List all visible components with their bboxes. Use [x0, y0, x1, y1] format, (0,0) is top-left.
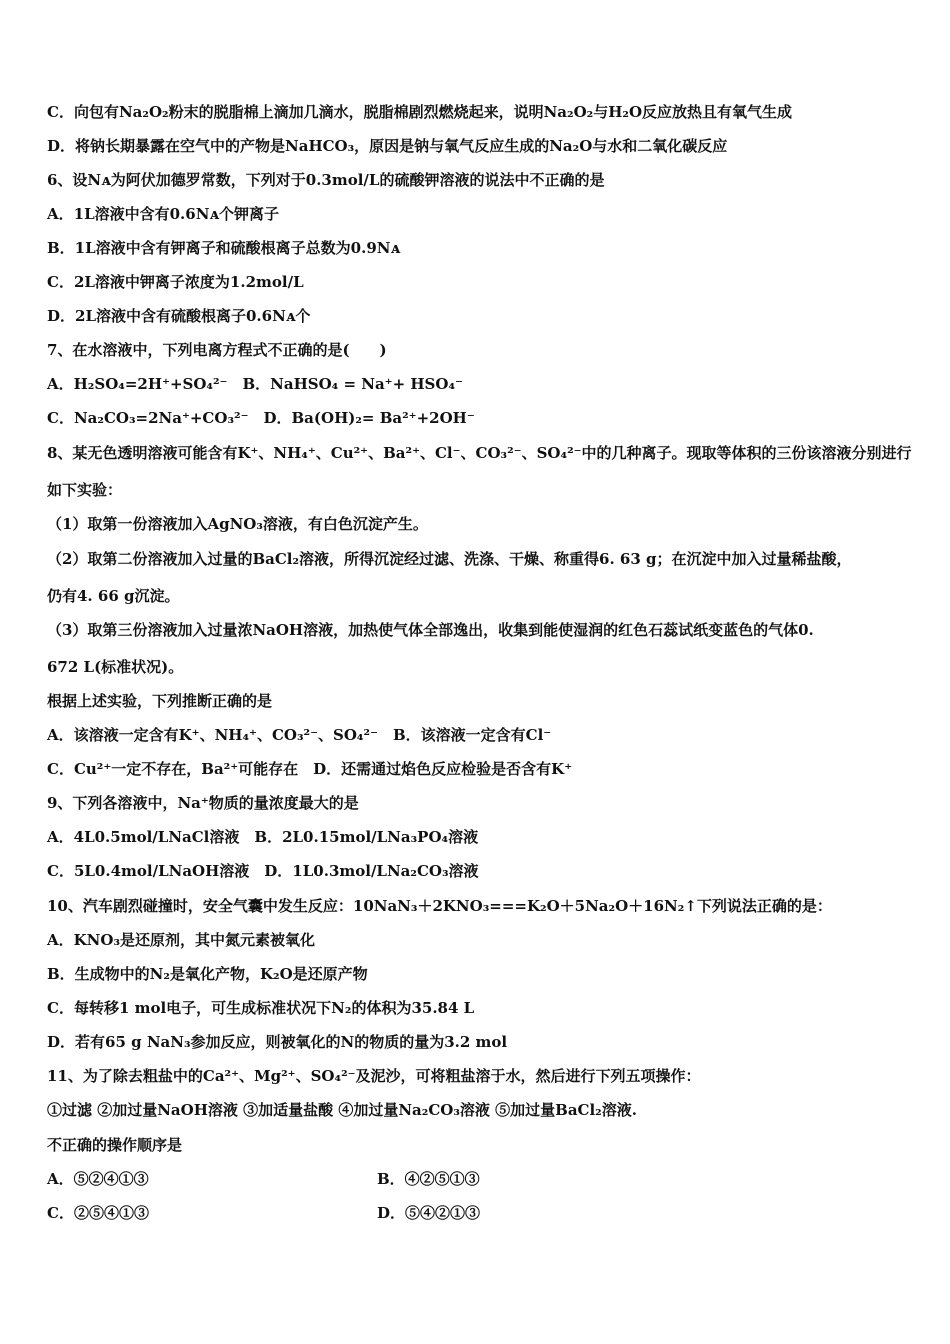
q11-option-d: D．⑤④②①③ — [377, 1204, 481, 1222]
q8-stem: 8、某无色透明溶液可能含有K⁺、NH₄⁺、Cu²⁺、Ba²⁺、Cl⁻、CO₃²⁻、SO₄²⁻中的几种离子。现取等体积的三份该溶液分别进行 — [47, 444, 912, 462]
q10-option-b: B．生成物中的N₂是氧化产物，K₂O是还原产物 — [47, 965, 368, 983]
q11-option-c: C．②⑤④①③ — [47, 1204, 149, 1222]
q5-option-d: D．将钠长期暴露在空气中的产物是NaHCO₃，原因是钠与氧气反应生成的Na₂O与水和二氧化碳反应 — [47, 137, 728, 155]
q6-option-c: C．2L溶液中钾离子浓度为1.2mol/L — [47, 273, 304, 291]
q8-exp-3: （3）取第三份溶液加入过量浓NaOH溶液，加热使气体全部逸出，收集到能使湿润的红色石蕊试纸变蓝色的气体0. — [47, 621, 814, 639]
q8-options-ab: A．该溶液一定含有K⁺、NH₄⁺、CO₃²⁻、SO₄²⁻ B．该溶液一定含有Cl⁻ — [47, 726, 552, 744]
q6-option-d: D．2L溶液中含有硫酸根离子0.6Nᴀ个 — [47, 307, 311, 325]
q8-stem-cont: 如下实验： — [47, 481, 123, 499]
q10-option-a: A．KNO₃是还原剂，其中氮元素被氧化 — [47, 931, 316, 949]
q7-options-cd: C．Na₂CO₃=2Na⁺+CO₃²⁻ D．Ba(OH)₂= Ba²⁺+2OH⁻ — [47, 409, 475, 427]
q11-stem: 11、为了除去粗盐中的Ca²⁺、Mg²⁺、SO₄²⁻及泥沙，可将粗盐溶于水，然后进行下列五项操作： — [47, 1067, 701, 1085]
q11-option-b: B．④②⑤①③ — [377, 1170, 480, 1188]
q7-options-ab: A．H₂SO₄=2H⁺+SO₄²⁻ B．NaHSO₄ = Na⁺+ HSO₄⁻ — [47, 375, 463, 393]
q9-options-cd: C．5L0.4mol/LNaOH溶液 D．1L0.3mol/LNa₂CO₃溶液 — [47, 862, 479, 880]
q9-options-ab: A．4L0.5mol/LNaCl溶液 B．2L0.15mol/LNa₃PO₄溶液 — [47, 828, 479, 846]
q6-option-a: A．1L溶液中含有0.6Nᴀ个钾离子 — [47, 205, 280, 223]
q6-option-b: B．1L溶液中含有钾离子和硫酸根离子总数为0.9Nᴀ — [47, 239, 401, 257]
q6-stem: 6、设Nᴀ为阿伏加德罗常数，下列对于0.3mol/L的硫酸钾溶液的说法中不正确的是 — [47, 171, 605, 189]
q10-option-d: D．若有65 g NaN₃参加反应，则被氧化的N的物质的量为3.2 mol — [47, 1033, 508, 1051]
q7-stem: 7、在水溶液中，下列电离方程式不正确的是( ) — [47, 341, 387, 359]
q11-prompt: 不正确的操作顺序是 — [47, 1136, 183, 1154]
q8-prompt: 根据上述实验，下列推断正确的是 — [47, 692, 273, 710]
q8-exp-2-cont: 仍有4. 66 g沉淀。 — [47, 587, 180, 605]
q10-stem: 10、汽车剧烈碰撞时，安全气囊中发生反应：10NaN₃＋2KNO₃===K₂O＋5Na₂O＋16N₂↑下列说法正确的是： — [47, 897, 832, 915]
q8-exp-1: （1）取第一份溶液加入AgNO₃溶液，有白色沉淀产生。 — [47, 515, 428, 533]
q11-operations: ①过滤 ②加过量NaOH溶液 ③加适量盐酸 ④加过量Na₂CO₃溶液 ⑤加过量BaCl₂溶液. — [47, 1101, 637, 1119]
q9-stem: 9、下列各溶液中，Na⁺物质的量浓度最大的是 — [47, 794, 359, 812]
q8-exp-2: （2）取第二份溶液加入过量的BaCl₂溶液，所得沉淀经过滤、洗涤、干燥、称重得6. 63 g；在沉淀中加入过量稀盐酸， — [47, 550, 852, 568]
q10-option-c: C．每转移1 mol电子，可生成标准状况下N₂的体积为35.84 L — [47, 999, 475, 1017]
q11-option-a: A．⑤②④①③ — [47, 1170, 149, 1188]
q8-options-cd: C．Cu²⁺一定不存在，Ba²⁺可能存在 D．还需通过焰色反应检验是否含有K⁺ — [47, 760, 573, 778]
q8-exp-3-cont: 672 L(标准状况)。 — [47, 658, 184, 676]
q5-option-c: C．向包有Na₂O₂粉末的脱脂棉上滴加几滴水，脱脂棉剧烈燃烧起来，说明Na₂O₂与H₂O反应放热且有氧气生成 — [47, 103, 793, 121]
